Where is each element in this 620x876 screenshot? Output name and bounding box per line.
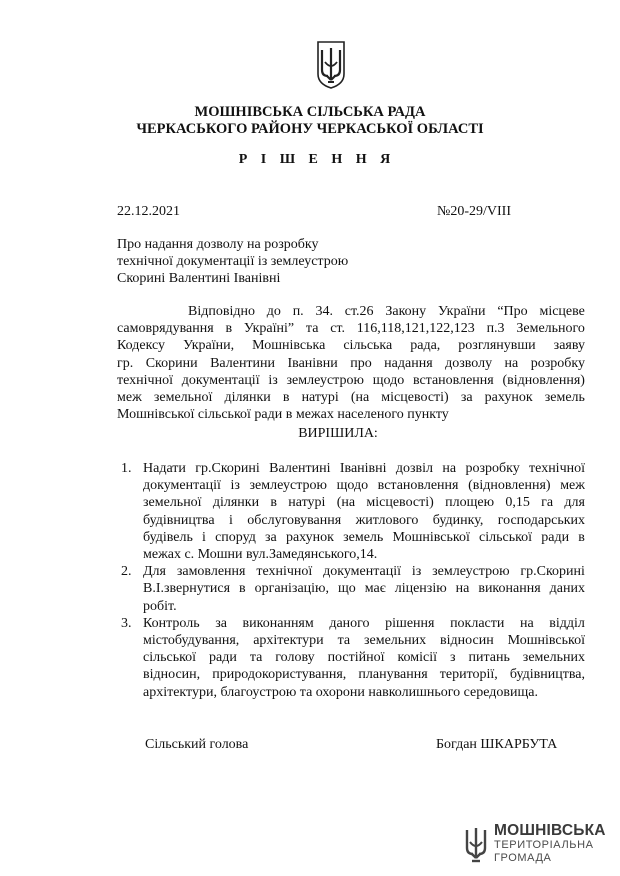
word: даного [329,615,370,631]
item-number: 2. [121,564,132,580]
word: архітектури [253,633,324,649]
word: ради [209,650,237,666]
word: планування [358,667,428,683]
word: Для [143,564,166,580]
text-line: Мошнівської сільської ради в межах населеного пункту [117,407,449,423]
word: ст.26 [344,304,374,319]
decided-heading: ВИРІШИЛА: [298,426,378,441]
word: земельних [522,650,585,666]
word: замовлення [176,564,246,580]
decision-item [121,460,585,563]
word: для [564,495,585,511]
word: меж [560,478,585,494]
decision-item [121,615,585,701]
word: (відновлення) [502,372,585,388]
item-number: 3. [121,615,132,631]
word: га [541,495,554,511]
word: ділянки [212,495,260,511]
word: обслуговування [247,512,342,528]
subject-line: Скорині Валентині Іванівні [117,271,281,286]
word: відносин [440,633,494,649]
justified-line [117,389,585,406]
word: встановлення [412,372,494,388]
word: із [411,564,422,580]
decision-items-list [121,460,585,701]
logo-title: МОШНІВСЬКА [494,822,606,839]
trident-logo-icon [463,824,489,864]
word: житлового [355,512,419,528]
justified-line [117,320,585,337]
justified-line [117,372,585,389]
word: сільської [143,650,197,666]
word: постійної [327,650,385,666]
word: натурі [301,390,339,406]
word: комісії [397,650,438,666]
word: відносин, [143,667,201,683]
word: земельної [153,390,213,406]
text-line: робіт. [143,598,177,614]
word: рахунок [484,390,533,406]
word: території, [439,667,498,683]
justified-line [143,477,585,494]
justified-line [117,337,585,354]
word: в [282,390,290,406]
document-number: №20-29/VIII [437,204,512,219]
word: п.3 [486,321,505,337]
word: на [504,355,519,371]
word: встановлення [377,478,459,494]
subject-line: Про надання дозволу на розробку [117,237,319,252]
word: організацію, [254,581,330,597]
word: Іванівні [339,461,387,476]
decision-subject [117,236,348,287]
word: розробку [465,461,520,476]
word: із [268,372,278,388]
justified-line [143,666,585,683]
trident-emblem-icon [316,40,346,90]
word: дозвіл [395,461,434,476]
word: документації [181,372,260,388]
word: за [460,390,473,406]
word: України [437,304,486,319]
word: землеустрою [432,564,510,580]
word: Відповідно [188,304,255,319]
word: розглянувши [458,338,536,354]
word: гр.Скорині [520,564,585,580]
word: в [270,495,277,511]
text-line: архітектури, благоустрою та охорони навколишнього середовища. [143,684,538,700]
word: Закону [385,304,427,319]
word: ліцензію [394,581,447,597]
justified-line [143,563,585,580]
word: надання [384,355,433,371]
word: і [228,512,233,528]
justified-line [143,460,585,477]
word: щодо [336,478,369,494]
word: дозволу [445,355,493,371]
word: гр. [117,355,134,371]
community-logo [463,822,606,868]
word: технічної [117,372,173,388]
word: землеустрою [286,372,364,388]
word: та [249,650,263,666]
document-date: 22.12.2021 [117,204,180,219]
word: Надати [143,461,186,476]
word: розробку [530,355,585,371]
decision-item [121,563,585,615]
word: Валентині [269,461,331,476]
word: (на [336,495,356,511]
document-title: Р І Ш Е Н Н Я [238,152,396,167]
word: рішення [385,615,435,631]
word: Земельного [516,321,585,337]
word: природокористування, [212,667,347,683]
word: натурі [288,495,326,511]
justified-line [143,632,585,649]
word: рахунок [285,529,334,545]
word: сільської [479,529,533,545]
word: Кодексу [117,338,166,354]
decision-preamble [117,303,585,423]
word: В.І.звернутися [143,581,231,597]
word: та [337,633,351,649]
word: Мошнівської [392,529,470,545]
word: до [266,304,281,319]
word: відділ [549,615,585,631]
justified-line [143,512,585,529]
word: ст. [330,321,345,337]
word: що [338,581,356,597]
word: споруд [215,529,256,545]
word: даних [549,581,585,597]
word: в [239,581,246,597]
word: землеустрою [249,478,327,494]
word: має [364,581,386,597]
word: будинку, [432,512,484,528]
justified-line [143,615,585,632]
word: із [230,478,240,494]
word: будівництва, [509,667,585,683]
text-line: межах с. Мошни вул.Замедянського,14. [143,547,378,563]
word: за [215,615,227,631]
word: за [265,529,277,545]
word: заяву [553,338,585,354]
word: технічної [256,564,313,580]
word: самоврядування [117,321,214,337]
word: Контроль [143,615,200,631]
word: гр.Скорині [195,461,260,476]
signature-title: Сільський голова [145,737,249,752]
word: місцевості) [381,390,449,406]
word: місцевості) [366,495,434,511]
word: меж [117,390,142,406]
logo-subtitle: ТЕРИТОРІАЛЬНА [494,839,594,851]
word: будівель [143,529,193,545]
word: технічної [529,461,585,476]
word: земельної [143,495,202,511]
justified-line [117,355,585,372]
word: виконання [478,581,541,597]
word: будівництва [143,512,215,528]
word: містобудування, [143,633,240,649]
logo-subtitle: ГРОМАДА [494,852,552,864]
word: в [225,321,233,337]
word: Україні” [243,321,295,337]
word: про [350,355,372,371]
justified-line [143,529,585,546]
subject-line: технічної документації із землеустрою [117,254,349,269]
justified-line [117,303,585,320]
word: документації [143,478,221,494]
word: Скорини [145,355,198,371]
word: документації [323,564,402,580]
word: 34. [315,304,333,319]
word: щодо [372,372,405,388]
justified-line [143,494,585,511]
council-name: МОШНІВСЬКА СІЛЬСЬКА РАДА [194,104,426,120]
justified-line [143,649,585,666]
word: 0,15 [505,495,530,511]
word: покласти [450,615,505,631]
word: місцеве [539,304,585,319]
word: України, [183,338,235,354]
word: земельних [363,633,427,649]
word: Мошнівська [252,338,326,354]
word: Мошнівської [507,633,585,649]
item-number: 1. [121,461,132,476]
word: на [442,461,457,476]
word: земель [544,390,585,406]
word: 116,118,121,122,123 [356,321,475,337]
word: голову [275,650,315,666]
word: площею [445,495,495,511]
word: і [202,529,206,545]
word: ради [541,529,570,545]
word: п. [292,304,304,319]
word: (на [350,390,370,406]
signature-name: Богдан ШКАРБУТА [436,737,558,752]
word: в [578,529,585,545]
word: виконанням [242,615,314,631]
word: Іванівни [287,355,338,371]
word: на [519,615,534,631]
justified-line [143,580,585,597]
word: земель [343,529,384,545]
word: на [455,581,470,597]
word: з [449,650,456,666]
word: Валентини [210,355,276,371]
word: питань [468,650,510,666]
word: господарських [497,512,585,528]
word: сільська [343,338,393,354]
word: ділянки [224,390,271,406]
word: рада, [410,338,441,354]
council-region: ЧЕРКАСЬКОГО РАЙОНУ ЧЕРКАСЬКОЇ ОБЛАСТІ [136,121,484,137]
word: “Про [497,304,528,319]
word: та [305,321,319,337]
word: (відновлення) [468,478,551,494]
